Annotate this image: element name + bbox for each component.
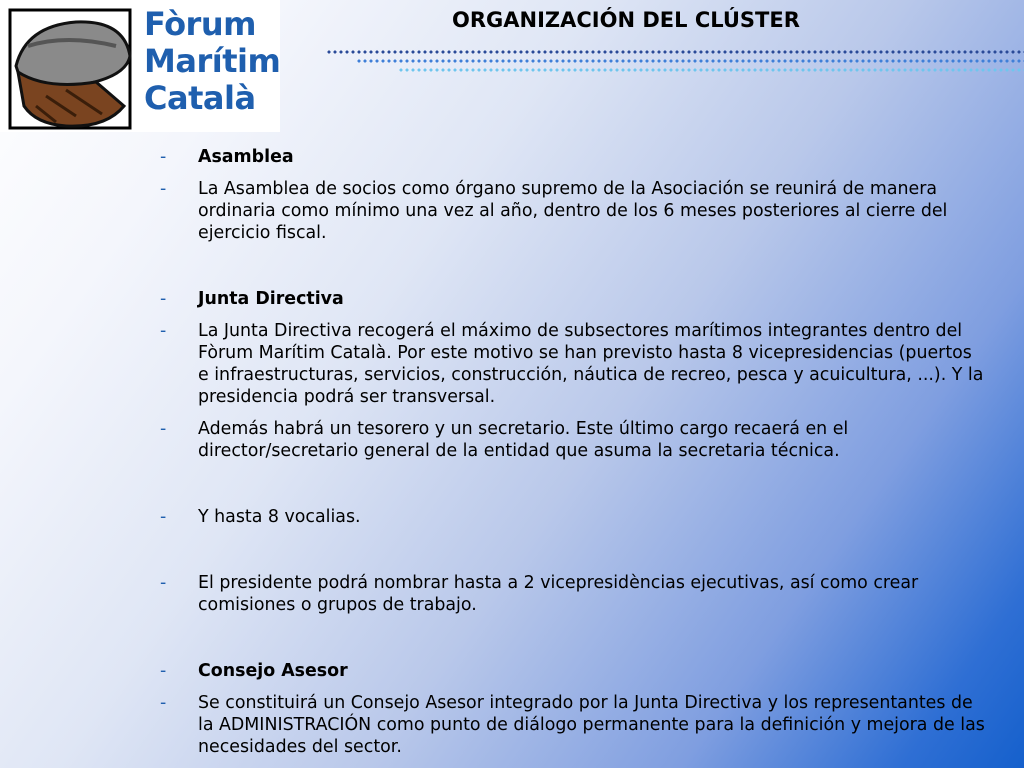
list-item: [158, 418, 988, 462]
list-item-text: El presidente podrá nombrar hasta a 2 vicepresidèncias ejecutivas, así como crear comisiones o grupos de trabajo.: [198, 573, 919, 615]
bullet-dash: -: [160, 289, 167, 309]
dotted-divider-3: [398, 68, 1024, 72]
list-item-text: La Junta Directiva recogerá el máximo de subsectores marítimos integrantes dentro del Fòrum Marítim Català. Por este motivo se han previsto hasta 8 vicepresidencias (puertos e infraestructuras, servicios, construcción, náutica de recreo, pesca y acuicultura, ...). Y la presidencia podrá ser transversal.: [198, 321, 984, 407]
slide-body: [158, 146, 988, 758]
list-item-text: La Asamblea de socios como órgano supremo de la Asociación se reunirá de manera ordinaria como mínimo una vez al año, dentro de los 6 meses posteriores al cierre del ejercicio fiscal.: [198, 179, 948, 243]
section-heading: [158, 288, 988, 310]
bullet-dash: -: [160, 507, 167, 527]
bullet-dash: -: [160, 419, 167, 439]
logo-line-3: Català: [144, 79, 256, 117]
list-item: [158, 692, 988, 758]
page-title: ORGANIZACIÓN DEL CLÚSTER: [452, 8, 800, 32]
list-item: [158, 320, 988, 408]
logo-wordmark: [144, 6, 280, 117]
list-item: [158, 572, 988, 616]
list-item: [158, 178, 988, 244]
sailor-cap-logo-icon: [6, 6, 138, 130]
list-item: [158, 506, 988, 528]
bullet-dash: -: [160, 321, 167, 341]
section-heading: [158, 146, 988, 168]
section-heading-text: Asamblea: [198, 147, 294, 167]
bullet-dash: -: [160, 179, 167, 199]
bullet-dash: -: [160, 661, 167, 681]
logo-line-1: Fòrum: [144, 5, 256, 43]
list-item-text: Se constituirá un Consejo Asesor integrado por la Junta Directiva y los representantes de la ADMINISTRACIÓN como punto de diálogo permanente para la definición y mejora de las necesidades del sector.: [198, 693, 985, 757]
list-item-text: Y hasta 8 vocalias.: [198, 507, 361, 527]
list-item-text: Además habrá un tesorero y un secretario. Este último cargo recaerá en el director/secretario general de la entidad que asuma la secretaria técnica.: [198, 419, 849, 461]
bullet-dash: -: [160, 693, 167, 713]
logo-line-2: Marítim: [144, 42, 281, 80]
dotted-divider-2: [356, 59, 1024, 63]
bullet-dash: -: [160, 573, 167, 593]
dotted-divider-1: [326, 50, 1024, 54]
section-heading-text: Junta Directiva: [198, 289, 344, 309]
bullet-dash: -: [160, 147, 167, 167]
section-heading-text: Consejo Asesor: [198, 661, 348, 681]
section-heading: [158, 660, 988, 682]
forum-maritim-logo: [0, 0, 280, 132]
